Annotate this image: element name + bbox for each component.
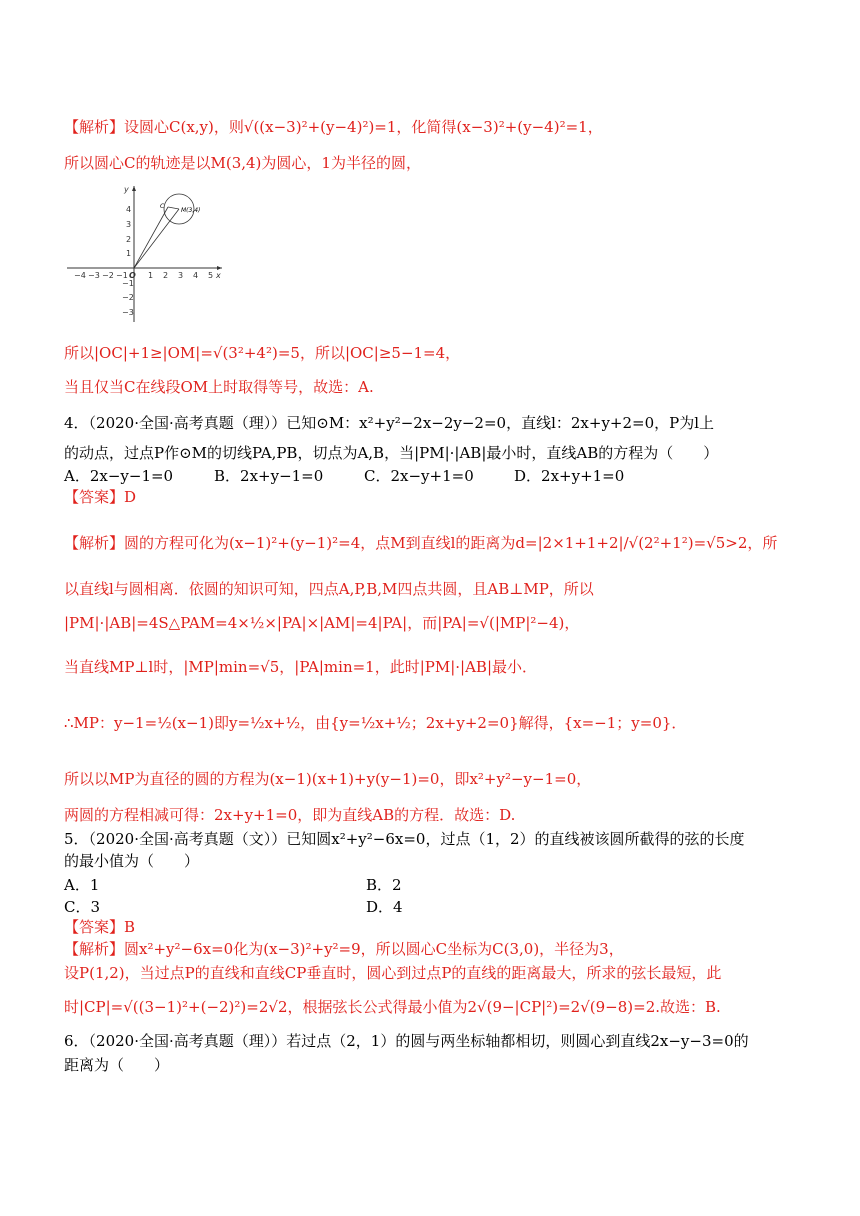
question-6-line-2: 距离为（ ）: [64, 1056, 170, 1074]
solution-line-2: 所以圆心C的轨迹是以M(3,4)为圆心，1为半径的圆，: [64, 154, 421, 172]
question-4-line-1: 4．（2020·全国·高考真题（理））已知⊙M：x²+y²−2x−2y−2=0，直线l：2x+y+2=0，P为l上: [64, 414, 715, 432]
q4-solution-line-6: 所以以MP为直径的圆的方程为(x−1)(x+1)+y(y−1)=0，即x²+y²−y−1=0，: [64, 770, 592, 788]
q4-solution-line-1: 【解析】圆的方程可化为(x−1)²+(y−1)²=4，点M到直线l的距离为d=|2×1+1+2|/√(2²+1²)=√5>2，所: [64, 534, 778, 552]
q5-solution-line-2: 设P(1,2)，当过点P的直线和直线CP垂直时，圆心到过点P的直线的距离最大，所求的弦长最短，此: [64, 964, 722, 982]
solution-line-4: 当且仅当C在线段OM上时取得等号，故选：A.: [64, 378, 374, 396]
y-tick: −1: [122, 279, 134, 288]
coordinate-figure: [62, 184, 232, 324]
answer-5: 【答案】B: [64, 918, 136, 936]
solution-line-3: 所以|OC|+1≥|OM|=√(3²+4²)=5，所以|OC|≥5−1=4，: [64, 344, 461, 362]
q5-solution-line-3: 时|CP|=√((3−1)²+(−2)²)=2√2，根据弦长公式得最小值为2√(9−|CP|²)=2√(9−8)=2.故选：B.: [64, 998, 721, 1016]
y-axis-label: y: [124, 185, 129, 194]
x-tick: 2: [163, 271, 169, 280]
question-4-line-2: 的动点，过点P作⊙M的切线PA,PB，切点为A,B，当|PM|·|AB|最小时，直线AB的方程为（ ）: [64, 444, 719, 462]
q4-option-d: D．2x+y+1=0: [514, 467, 625, 485]
y-tick: 1: [126, 249, 132, 258]
q5-solution-line-1: 【解析】圆x²+y²−6x=0化为(x−3)²+y²=9，所以圆心C坐标为C(3,0)，半径为3，: [64, 940, 624, 958]
question-5-line-1: 5．（2020·全国·高考真题（文））已知圆x²+y²−6x=0，过点（1，2）的直线被该圆所截得的弦的长度: [64, 830, 745, 848]
q4-solution-line-7: 两圆的方程相减可得：2x+y+1=0，即为直线AB的方程．故选：D.: [64, 806, 516, 824]
x-tick: 5: [208, 271, 214, 280]
q5-option-c: C．3: [64, 898, 101, 916]
y-tick: 3: [126, 220, 132, 229]
x-tick: −3: [88, 271, 100, 280]
q4-solution-line-2: 以直线l与圆相离．依圆的知识可知，四点A,P,B,M四点共圆，且AB⊥MP，所以: [64, 580, 594, 598]
x-axis-label: x: [216, 271, 221, 280]
question-5-line-2: 的最小值为（ ）: [64, 852, 200, 870]
x-tick: 3: [178, 271, 184, 280]
q4-solution-line-3: |PM|·|AB|=4S△PAM=4×½×|PA|×|AM|=4|PA|，而|PA|=√(|MP|²−4)，: [64, 614, 580, 632]
y-tick: 4: [126, 205, 132, 214]
solution-line-1: 【解析】设圆心C(x,y)，则√((x−3)²+(y−4)²)=1，化简得(x−3)²+(y−4)²=1，: [64, 118, 603, 136]
q4-option-b: B．2x+y−1=0: [214, 467, 324, 485]
q4-solution-line-4: 当直线MP⊥l时，|MP|min=√5，|PA|min=1，此时|PM|·|AB|最小．: [64, 658, 538, 676]
q5-option-b: B．2: [366, 876, 402, 894]
point-c-label: C: [160, 203, 165, 210]
q5-option-a: A．1: [64, 876, 100, 894]
q4-solution-line-5: ∴MP：y−1=½(x−1)即y=½x+½，由{y=½x+½；2x+y+2=0}解得，{x=−1；y=0}．: [64, 714, 687, 732]
question-6-line-1: 6．（2020·全国·高考真题（理））若过点（2，1）的圆与两坐标轴都相切，则圆心到直线2x−y−3=0的: [64, 1032, 749, 1050]
x-tick: 1: [148, 271, 154, 280]
x-tick: −4: [74, 271, 86, 280]
origin-label: O: [129, 271, 136, 280]
y-tick: −3: [122, 308, 134, 317]
q5-option-d: D．4: [366, 898, 403, 916]
x-tick: 4: [193, 271, 199, 280]
x-tick: −1: [116, 271, 128, 280]
y-tick: −2: [122, 293, 134, 302]
q4-option-c: C．2x−y+1=0: [364, 467, 474, 485]
q4-option-a: A．2x−y−1=0: [64, 467, 174, 485]
answer-4: 【答案】D: [64, 488, 137, 506]
point-m-label: M(3,4): [181, 207, 201, 214]
y-tick: 2: [126, 235, 132, 244]
x-tick: −2: [102, 271, 114, 280]
